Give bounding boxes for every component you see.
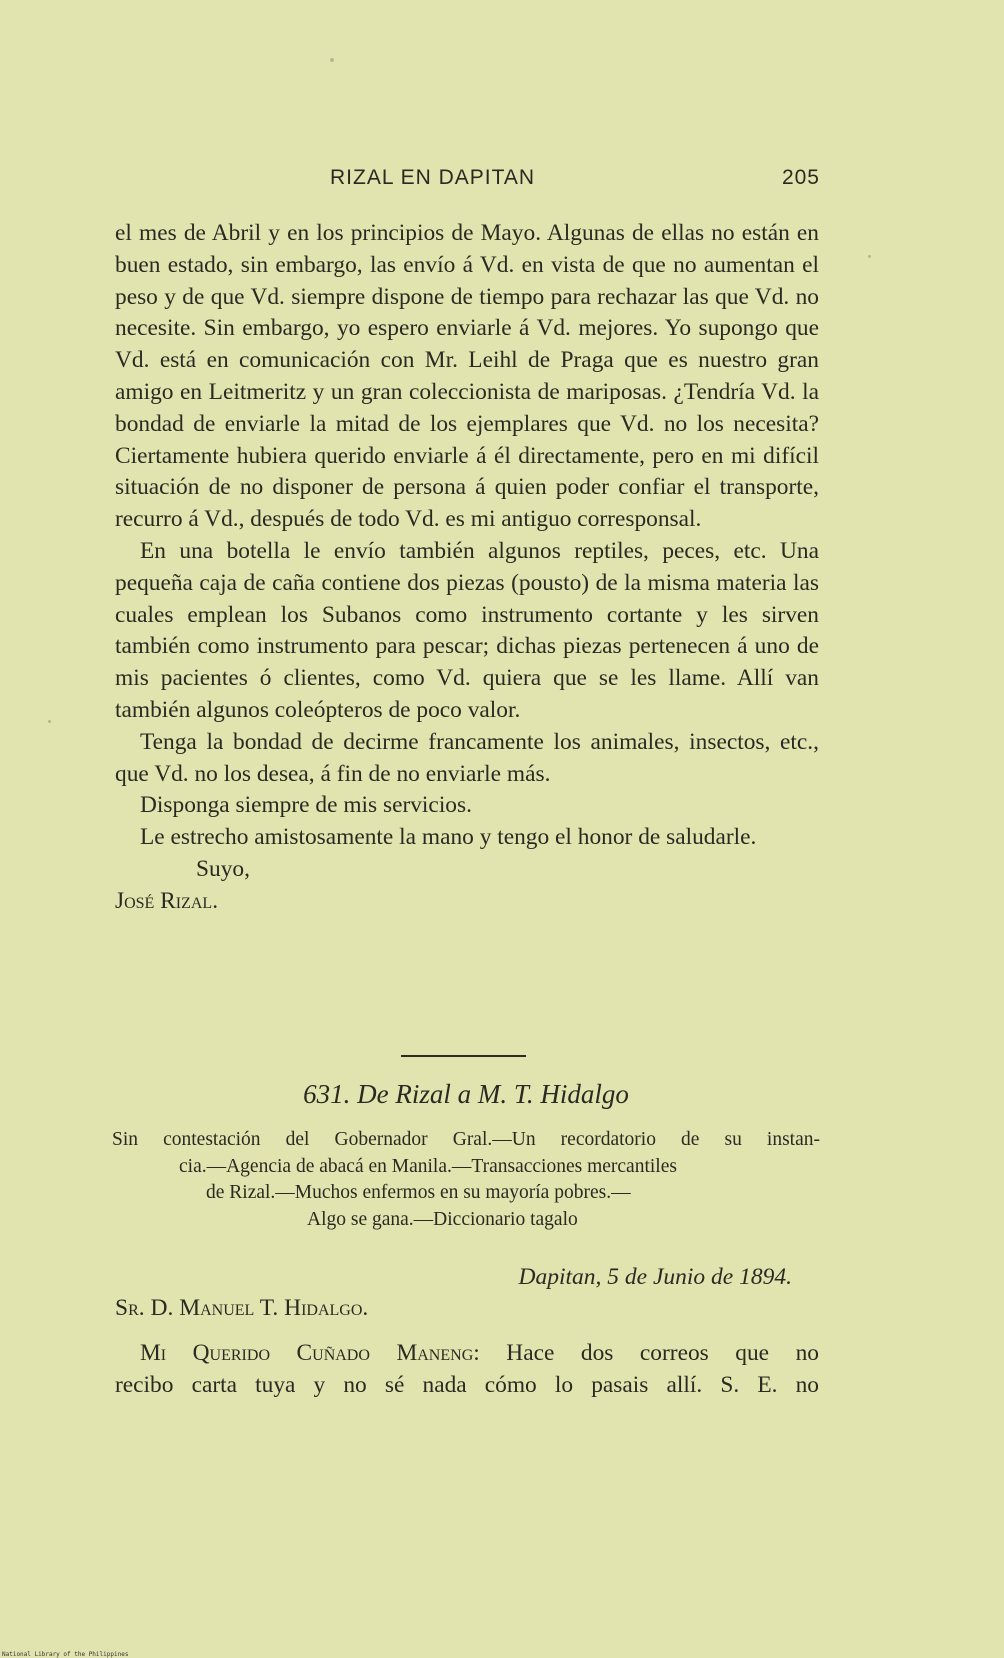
summary-line: Algo se gana.—Diccionario tagalo — [307, 1208, 578, 1230]
summary-line: Sin contestación del Gobernador Gral.—Un recordatorio de su instan- — [112, 1129, 820, 1150]
letter-opening — [115, 1338, 819, 1402]
opening-line — [115, 1338, 819, 1370]
paper-speck — [330, 58, 334, 62]
paragraph: Le estrecho amistosamente la mano y tengo el honor de saludarle. — [140, 824, 757, 851]
closing: Suyo, — [196, 855, 250, 882]
running-head — [112, 166, 820, 196]
addressee: Sr. D. Manuel T. Hidalgo. — [115, 1295, 369, 1321]
summary-line: de Rizal.—Muchos enfermos en su mayoría pobres.— — [206, 1182, 631, 1203]
letter-heading: 631. De Rizal a M. T. Hidalgo — [303, 1079, 629, 1109]
footer-credit: National Library of the Philippines — [2, 1651, 129, 1658]
section-divider — [401, 1055, 526, 1057]
letter-body — [115, 218, 819, 918]
opening-text: Hace dos correos que no — [506, 1340, 819, 1366]
summary-line: cia.—Agencia de abacá en Manila.—Transacciones mercantiles — [179, 1155, 677, 1177]
paper-speck — [48, 720, 51, 723]
paper-speck — [868, 255, 871, 258]
paragraph: Tenga la bondad de decirme francamente los animales, insectos, etc., que Vd. no los desea, á fin de no enviarle más. — [115, 728, 819, 787]
signature: José Rizal. — [115, 887, 219, 914]
opening-line: recibo carta tuya y no sé nada cómo lo pasais allí. S. E. no — [115, 1371, 819, 1398]
paragraph: el mes de Abril y en los principios de Mayo. Algunas de ellas no están en buen estado, sin embargo, las envío á Vd. en vista de que no aumentan el peso y de que Vd. siempre dispone de tiempo para rechazar las que Vd. no necesite. Sin embargo, yo espero enviarle á Vd. mejores. Yo supongo que Vd. está en comunicación con Mr. Leihl de Praga que es nuestro gran amigo en Leitmeritz y un gran coleccionista de mariposas. ¿Tendría Vd. la bondad de enviarle la mitad de los ejemplares que Vd. no los necesita? Ciertamente hubiera querido enviarle á él directamente, pero en mi difícil situación de no disponer de persona á quien poder confiar el transporte, recurro á Vd., después de todo Vd. es mi antiguo corresponsal. — [115, 220, 819, 533]
dateline: Dapitan, 5 de Junio de 1894. — [518, 1264, 792, 1290]
letter-summary — [112, 1127, 820, 1233]
running-head-title: RIZAL EN DAPITAN — [330, 166, 536, 189]
paragraph: Disponga siempre de mis servicios. — [140, 792, 472, 819]
paragraph: En una botella le envío también algunos reptiles, peces, etc. Una pequeña caja de caña contiene dos piezas (pousto) de la misma materia las cuales emplean los Subanos como instrumento cortante y les sirven también como instrumento para pescar; dichas piezas pertenecen á uno de mis pacientes ó clientes, como Vd. quiera que se les llame. Allí van también algunos coleópteros de poco valor. — [115, 537, 819, 723]
page-number: 205 — [781, 166, 820, 189]
salutation: Mi Querido Cuñado Maneng: — [140, 1340, 480, 1366]
